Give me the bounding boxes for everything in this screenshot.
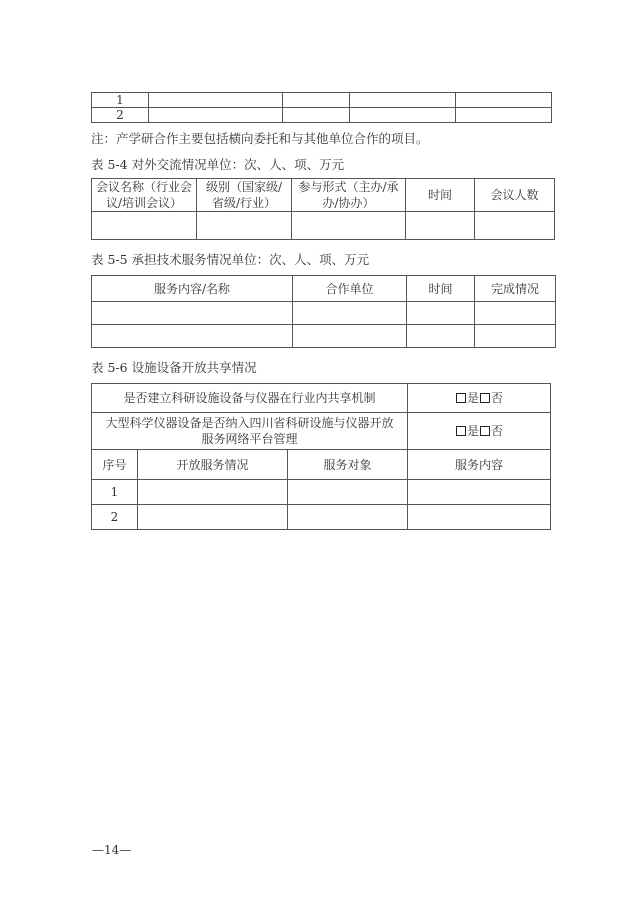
cell[interactable] bbox=[475, 212, 555, 240]
header-cell: 完成情况 bbox=[475, 276, 556, 302]
cell[interactable] bbox=[407, 325, 475, 348]
cell[interactable]: 1 bbox=[92, 93, 149, 108]
prev-table bbox=[91, 92, 552, 123]
table-row bbox=[92, 480, 551, 505]
checkbox-yes[interactable] bbox=[456, 393, 466, 403]
row-number: 2 bbox=[92, 505, 138, 530]
cell[interactable] bbox=[283, 108, 350, 123]
header-cell: 级别（国家级/省级/行业） bbox=[197, 179, 292, 212]
header-row bbox=[92, 450, 551, 480]
header-cell: 时间 bbox=[406, 179, 475, 212]
cell[interactable] bbox=[292, 212, 406, 240]
header-cell: 参与形式（主办/承办/协办） bbox=[292, 179, 406, 212]
question-row bbox=[92, 384, 551, 413]
cell[interactable] bbox=[138, 480, 288, 505]
table-row bbox=[92, 108, 552, 123]
checkbox-yes[interactable] bbox=[456, 426, 466, 436]
cell[interactable] bbox=[138, 505, 288, 530]
cell[interactable] bbox=[92, 212, 197, 240]
cell[interactable] bbox=[408, 480, 551, 505]
yes-no-choice bbox=[408, 413, 551, 450]
caption-5-4: 表 5-4 对外交流情况单位：次、人、项、万元 bbox=[91, 157, 345, 172]
table-5-6 bbox=[91, 383, 551, 530]
cell[interactable]: 2 bbox=[92, 108, 149, 123]
header-cell: 时间 bbox=[407, 276, 475, 302]
cell[interactable] bbox=[92, 325, 293, 348]
header-cell: 服务内容 bbox=[408, 450, 551, 480]
cell[interactable] bbox=[406, 212, 475, 240]
cell[interactable] bbox=[350, 108, 456, 123]
no-label: 否 bbox=[491, 391, 504, 405]
header-row bbox=[92, 179, 555, 212]
cell[interactable] bbox=[149, 108, 283, 123]
table-5-5 bbox=[91, 275, 556, 348]
table-row bbox=[92, 505, 551, 530]
cell[interactable] bbox=[288, 505, 408, 530]
cell[interactable] bbox=[408, 505, 551, 530]
table-row bbox=[92, 212, 555, 240]
header-cell: 序号 bbox=[92, 450, 138, 480]
yes-no-choice bbox=[408, 384, 551, 413]
checkbox-no[interactable] bbox=[480, 426, 490, 436]
no-label: 否 bbox=[491, 424, 504, 438]
yes-label: 是 bbox=[467, 424, 480, 438]
question-row bbox=[92, 413, 551, 450]
cell[interactable] bbox=[456, 108, 552, 123]
header-cell: 会议人数 bbox=[475, 179, 555, 212]
table-row bbox=[92, 302, 556, 325]
caption-5-5: 表 5-5 承担技术服务情况单位：次、人、项、万元 bbox=[91, 252, 370, 267]
yes-label: 是 bbox=[467, 391, 480, 405]
cell[interactable] bbox=[475, 325, 556, 348]
header-cell: 服务对象 bbox=[288, 450, 408, 480]
checkbox-no[interactable] bbox=[480, 393, 490, 403]
page-number: —14— bbox=[92, 843, 132, 857]
header-cell: 合作单位 bbox=[293, 276, 407, 302]
caption-5-6: 表 5-6 设施设备开放共享情况 bbox=[91, 360, 257, 375]
header-row bbox=[92, 276, 556, 302]
cell[interactable] bbox=[283, 93, 350, 108]
cell[interactable] bbox=[197, 212, 292, 240]
question-sichuan-platform: 大型科学仪器设备是否纳入四川省科研设施与仪器开放服务网络平台管理 bbox=[92, 413, 408, 450]
cell[interactable] bbox=[350, 93, 456, 108]
cell[interactable] bbox=[456, 93, 552, 108]
cell[interactable] bbox=[407, 302, 475, 325]
table-note: 注：产学研合作主要包括横向委托和与其他单位合作的项目。 bbox=[91, 131, 429, 146]
header-cell: 开放服务情况 bbox=[138, 450, 288, 480]
cell[interactable] bbox=[92, 302, 293, 325]
cell[interactable] bbox=[475, 302, 556, 325]
table-row bbox=[92, 93, 552, 108]
cell[interactable] bbox=[293, 302, 407, 325]
table-5-4 bbox=[91, 178, 555, 240]
cell[interactable] bbox=[149, 93, 283, 108]
table-row bbox=[92, 325, 556, 348]
cell[interactable] bbox=[288, 480, 408, 505]
header-cell: 服务内容/名称 bbox=[92, 276, 293, 302]
header-cell: 会议名称（行业会议/培训会议） bbox=[92, 179, 197, 212]
question-shared-mechanism: 是否建立科研设施设备与仪器在行业内共享机制 bbox=[92, 384, 408, 413]
row-number: 1 bbox=[92, 480, 138, 505]
cell[interactable] bbox=[293, 325, 407, 348]
